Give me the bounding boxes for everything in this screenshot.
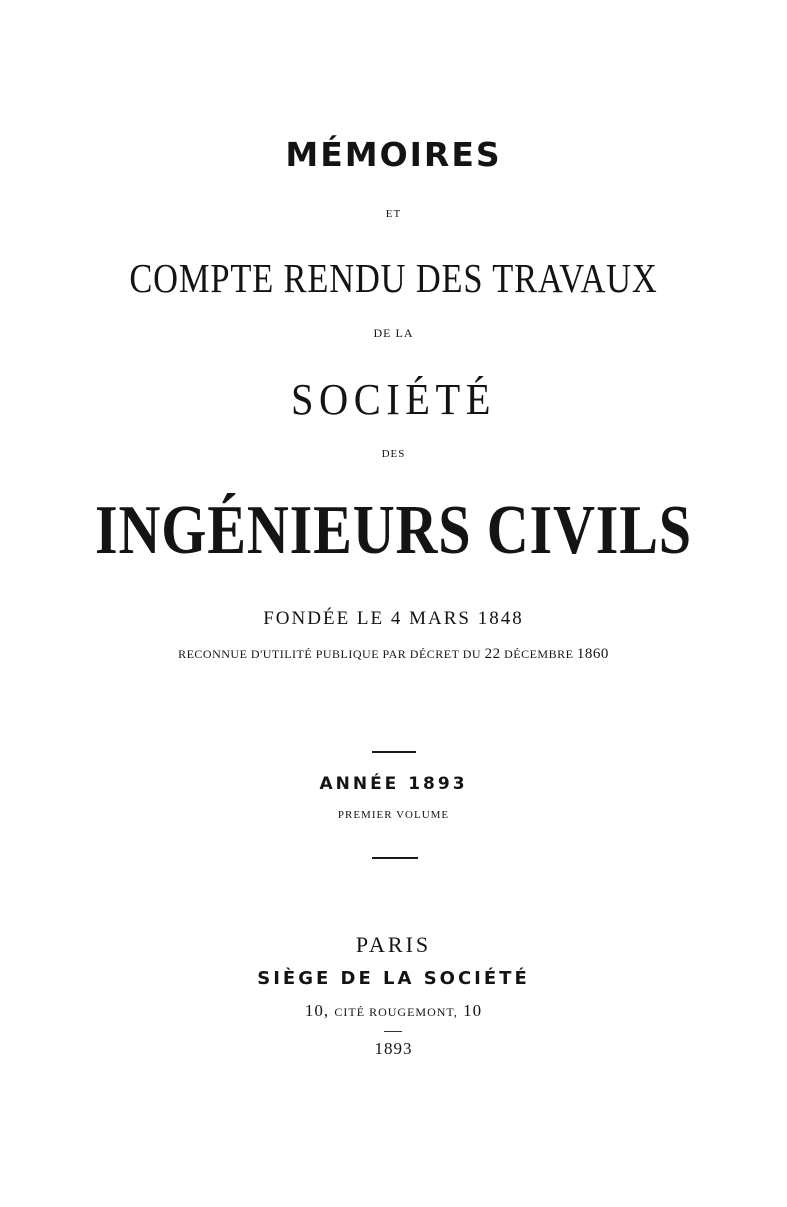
divider-rule-bottom [372,857,418,859]
address-street: CITÉ ROUGEMONT, [334,1005,458,1019]
founding-date: FONDÉE LE 4 MARS 1848 [263,608,524,629]
connector-de-la: DE LA [373,326,414,340]
decree-day: 22 [484,646,501,662]
decree-text-part1: RECONNUE D'UTILITÉ PUBLIQUE PAR DÉCRET DU [178,647,485,661]
decree-year: 1860 [576,646,609,662]
connector-des: DES [381,448,406,460]
decree-text-part2: DÉCEMBRE [500,647,577,661]
address-number-left: 10, [304,1001,335,1020]
divider-rule-top [372,751,416,753]
conjunction-et: ET [385,208,402,220]
title-compte-rendu: COMPTE RENDU DES TRAVAUX [129,255,658,301]
volume-year: ANNÉE 1893 [319,774,468,794]
title-memoires: MÉMOIRES [285,135,502,174]
recognition-decree [0,647,787,662]
volume-number: PREMIER VOLUME [337,809,450,821]
title-ingenieurs-civils: INGÉNIEURS CIVILS [95,492,692,569]
imprint-address [0,1002,787,1019]
title-societe: SOCIÉTÉ [290,375,497,424]
imprint-year: 1893 [374,1039,413,1058]
ornament-dash [384,1031,402,1032]
imprint-publisher: SIÈGE DE LA SOCIÉTÉ [257,968,530,989]
address-number-right: 10 [457,1001,483,1020]
imprint-city: PARIS [355,932,432,957]
